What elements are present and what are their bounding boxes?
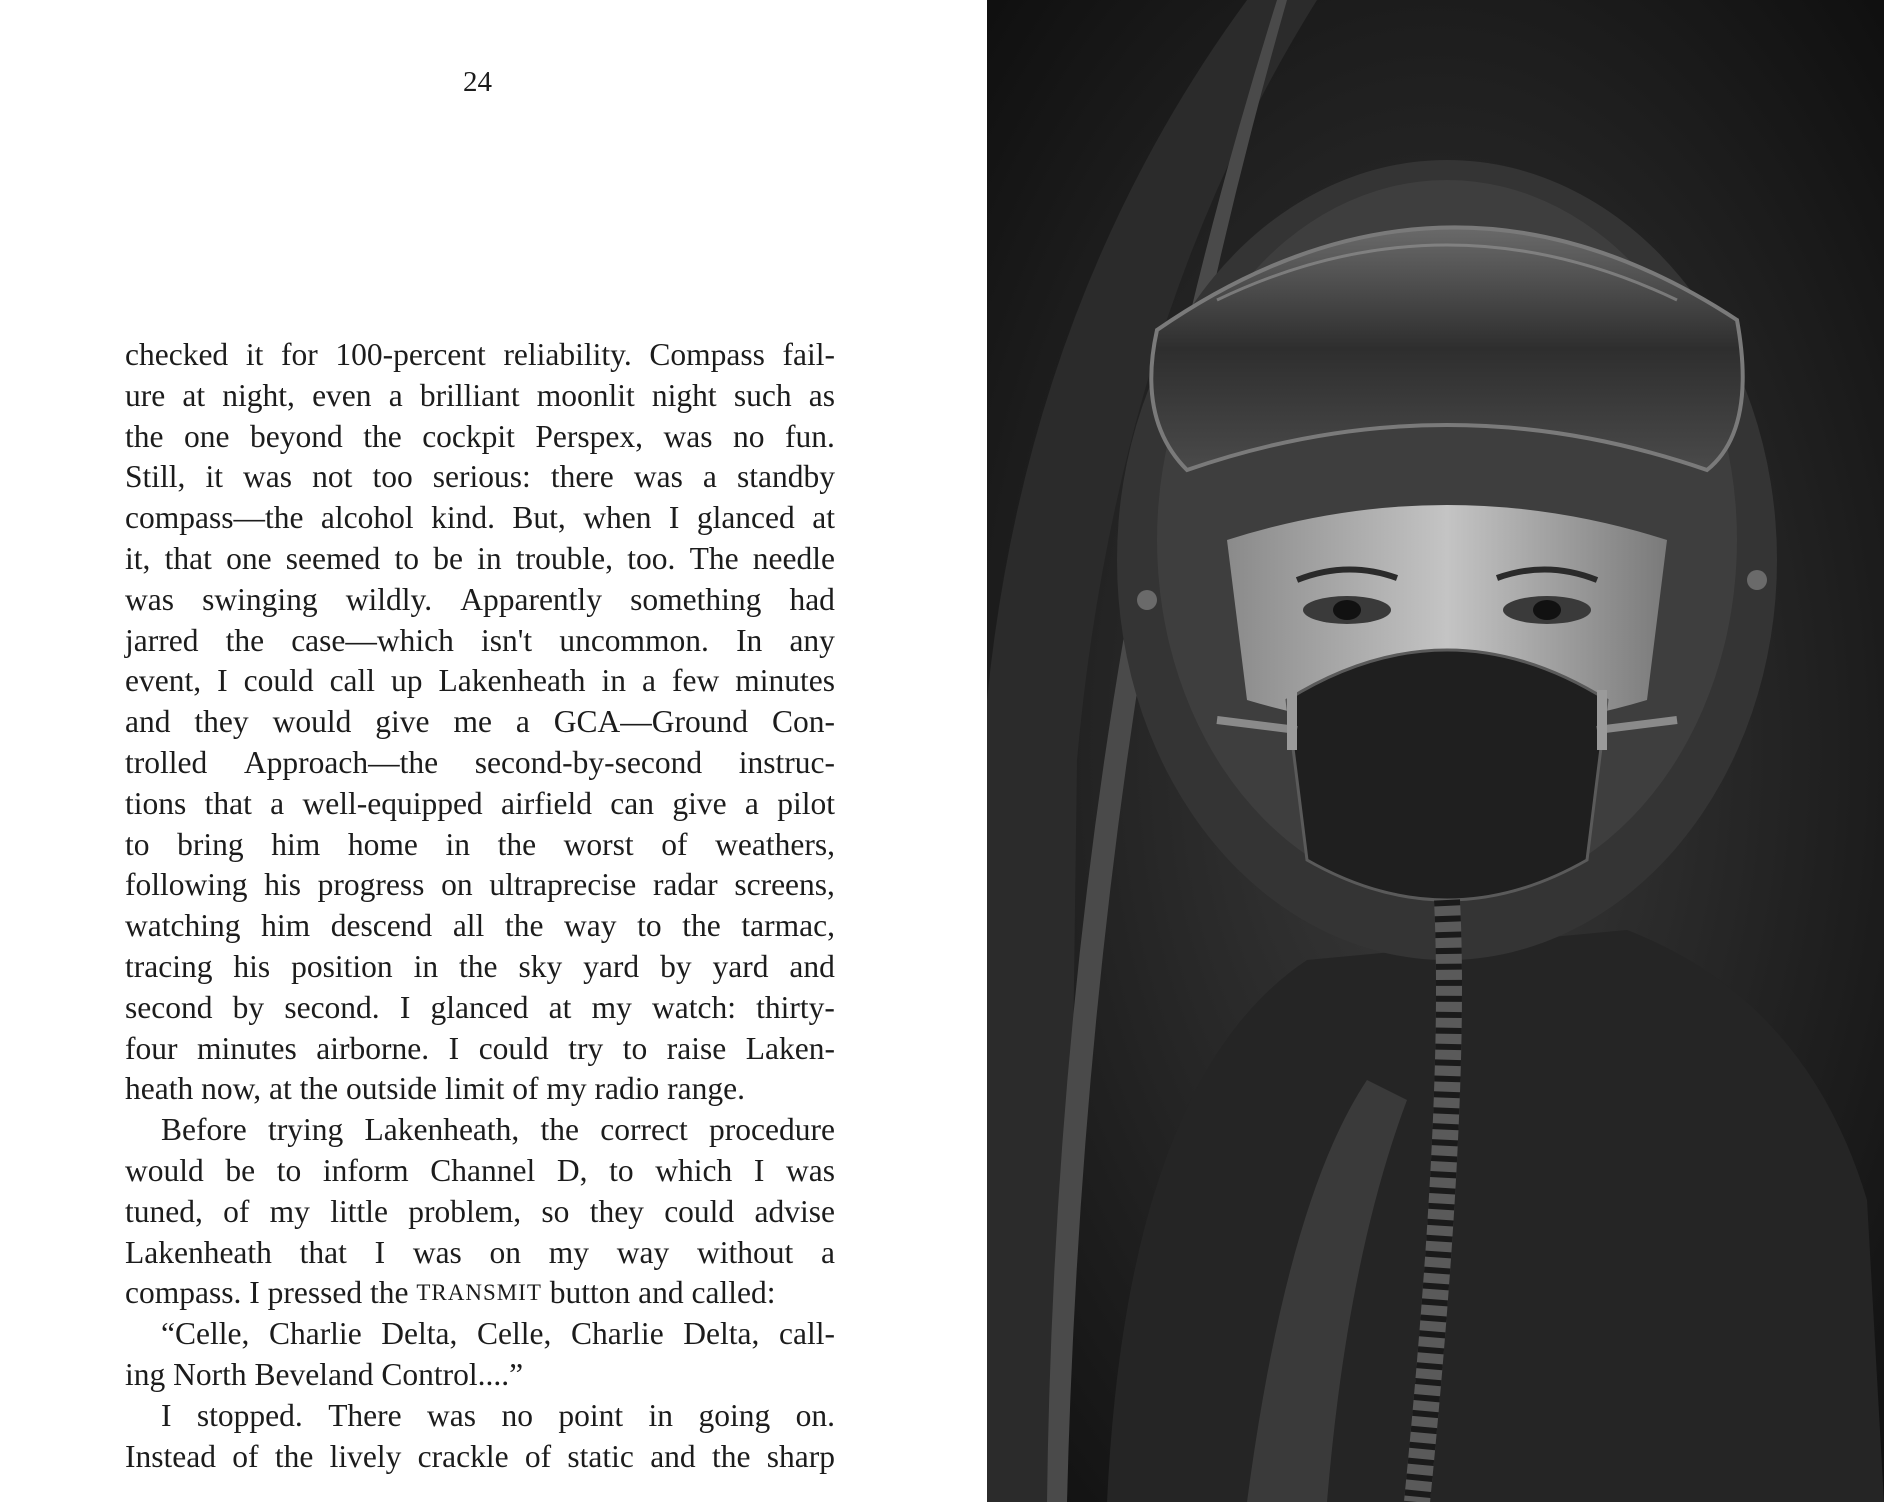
- word: static: [567, 1438, 634, 1474]
- word: the: [274, 1438, 314, 1474]
- word: on.: [795, 1397, 835, 1433]
- word: second: [125, 989, 213, 1025]
- word: a: [702, 459, 717, 495]
- word: even: [312, 377, 372, 413]
- word: checked: [125, 337, 229, 372]
- text-line: [125, 1151, 835, 1192]
- word: the: [459, 948, 498, 984]
- word: by: [232, 989, 265, 1025]
- word: In: [736, 622, 763, 658]
- word: moonlit: [536, 377, 635, 413]
- word: tions: [125, 785, 187, 821]
- word: range.: [667, 1071, 745, 1107]
- word: the: [225, 622, 265, 658]
- text-line: [125, 906, 835, 947]
- word: Lakenheath: [125, 1234, 272, 1270]
- word: the: [540, 1112, 580, 1148]
- word: isn't: [481, 622, 533, 658]
- word: call-: [778, 1316, 835, 1352]
- word: few: [671, 663, 720, 699]
- word: all: [452, 908, 485, 944]
- word: Beveland: [254, 1356, 374, 1392]
- word: trouble,: [515, 540, 613, 576]
- word: compass—the: [125, 500, 304, 536]
- word: a: [388, 377, 403, 413]
- word: TRANSMIT: [416, 1280, 542, 1306]
- word: his: [233, 948, 271, 984]
- word: event,: [125, 663, 202, 699]
- word: on: [441, 867, 473, 903]
- word: of: [524, 1438, 552, 1474]
- word: my: [548, 1234, 590, 1270]
- word: there: [550, 459, 614, 495]
- word: they: [589, 1193, 644, 1229]
- word: my: [269, 1193, 310, 1229]
- word: But,: [512, 500, 566, 536]
- word: heath: [125, 1071, 194, 1107]
- word: lively: [329, 1438, 402, 1474]
- word: tracing: [125, 948, 213, 984]
- helmet-rivet: [1137, 590, 1157, 610]
- word: radio: [594, 1071, 660, 1107]
- word: I: [217, 663, 228, 699]
- word: advise: [754, 1193, 835, 1229]
- word: standby: [736, 459, 835, 495]
- word: Delta,: [381, 1316, 458, 1352]
- word: and: [125, 704, 171, 740]
- word: give: [375, 704, 430, 740]
- word: and: [789, 948, 835, 984]
- word: ultraprecise: [489, 867, 637, 903]
- word: was: [427, 1397, 477, 1433]
- word: one: [226, 540, 272, 576]
- word: night: [651, 377, 717, 413]
- text-line: [125, 1355, 835, 1396]
- word: too.: [627, 540, 676, 576]
- word: a: [820, 1234, 835, 1270]
- word: of: [512, 1071, 539, 1107]
- word: tuned,: [125, 1193, 203, 1229]
- word: a: [270, 785, 285, 821]
- text-line: [125, 335, 835, 376]
- word: Charlie: [570, 1316, 664, 1352]
- word: I: [161, 1397, 172, 1433]
- word: way: [564, 908, 617, 944]
- word: when: [583, 500, 652, 536]
- word: following: [125, 867, 248, 903]
- word: reliability.: [503, 337, 632, 372]
- word: any: [789, 622, 835, 658]
- word: which: [655, 1152, 733, 1188]
- word: in: [413, 948, 439, 984]
- word: such: [733, 377, 792, 413]
- word: point: [558, 1397, 624, 1433]
- word: bring: [177, 826, 244, 862]
- word: minutes: [735, 663, 835, 699]
- word: a: [641, 663, 656, 699]
- word: seemed: [285, 540, 381, 576]
- word: I: [668, 500, 680, 536]
- word: one: [183, 418, 230, 454]
- word: too: [372, 459, 413, 495]
- word: brilliant: [419, 377, 520, 413]
- word: be: [433, 540, 463, 576]
- word: it: [205, 459, 223, 495]
- word: problem,: [408, 1193, 522, 1229]
- word: was: [125, 581, 174, 617]
- mask-clip-left: [1287, 690, 1297, 750]
- word: limit: [444, 1071, 505, 1107]
- word: night,: [222, 377, 295, 413]
- word: on: [489, 1234, 522, 1270]
- word: inform: [322, 1152, 409, 1188]
- word: to: [609, 1152, 634, 1188]
- right-pupil: [1533, 600, 1561, 620]
- word: serious:: [432, 459, 531, 495]
- word: Delta,: [683, 1316, 760, 1352]
- word: four: [125, 1030, 178, 1066]
- word: the: [504, 908, 544, 944]
- word: glanced: [430, 989, 529, 1025]
- word: in: [601, 663, 626, 699]
- word: at: [548, 989, 572, 1025]
- word: called:: [691, 1275, 776, 1311]
- word: I: [374, 1234, 386, 1270]
- word: no: [733, 418, 765, 454]
- word: descend: [330, 908, 433, 944]
- word: it,: [125, 540, 151, 576]
- word: trolled: [125, 744, 208, 780]
- text-line: [125, 539, 835, 580]
- illustration-panel: [987, 0, 1884, 1502]
- word: 100-percent: [335, 337, 486, 372]
- word: position: [291, 948, 393, 984]
- word: worst: [563, 826, 634, 862]
- word: instruc-: [738, 744, 835, 780]
- word: Still,: [125, 459, 186, 495]
- word: correct: [600, 1112, 688, 1148]
- text-line: [125, 825, 835, 866]
- word: tarmac,: [741, 908, 835, 944]
- word: up: [391, 663, 423, 699]
- word: was: [663, 418, 713, 454]
- word: alcohol: [320, 500, 414, 536]
- word: There: [328, 1397, 402, 1433]
- word: the: [682, 908, 721, 944]
- word: at: [812, 500, 835, 536]
- text-line: [125, 865, 835, 906]
- word: needle: [752, 540, 835, 576]
- word: could: [664, 1193, 735, 1229]
- word: to: [276, 1152, 302, 1188]
- word: him: [271, 826, 321, 862]
- word: to: [622, 1030, 648, 1066]
- text-line: [125, 457, 835, 498]
- word: “Celle,: [161, 1316, 250, 1352]
- word: that: [204, 785, 252, 821]
- word: airborne.: [316, 1030, 430, 1066]
- text-line: [125, 417, 835, 458]
- word: raise: [666, 1030, 727, 1066]
- word: I: [448, 1030, 460, 1066]
- word: well-equipped: [302, 785, 483, 821]
- text-line: [125, 1069, 835, 1110]
- word: the: [711, 1438, 751, 1474]
- word: him: [261, 908, 311, 944]
- word: wildly.: [345, 581, 433, 617]
- text-line: [125, 784, 835, 825]
- word: D,: [556, 1152, 588, 1188]
- word: crackle: [417, 1438, 509, 1474]
- word: in: [648, 1397, 674, 1433]
- word: without: [696, 1234, 794, 1270]
- word: Approach—the: [243, 744, 439, 780]
- word: the: [363, 418, 402, 454]
- word: trying: [267, 1112, 344, 1148]
- word: Control....”: [381, 1356, 524, 1392]
- word: screens,: [734, 867, 835, 903]
- word: a: [515, 704, 530, 740]
- word: weathers,: [715, 826, 835, 862]
- word: outside: [346, 1071, 438, 1107]
- word: was: [633, 459, 683, 495]
- word: would: [125, 1152, 204, 1188]
- text-line: [125, 1029, 835, 1070]
- word: to: [394, 540, 419, 576]
- text-line: [125, 1273, 835, 1314]
- pilot-illustration: [987, 0, 1884, 1502]
- word: Con-: [771, 704, 835, 740]
- word: was: [243, 459, 293, 495]
- text-line: [125, 661, 835, 702]
- word: so: [541, 1193, 570, 1229]
- word: uncommon.: [559, 622, 709, 658]
- word: his: [264, 867, 301, 903]
- word: progress: [317, 867, 425, 903]
- word: Apparently: [460, 581, 602, 617]
- word: to: [125, 826, 150, 862]
- word: yard: [583, 948, 640, 984]
- text-line: [125, 988, 835, 1029]
- helmet-rivet: [1747, 570, 1767, 590]
- text-line: [125, 580, 835, 621]
- text-line: [125, 1314, 835, 1355]
- text-line: [125, 621, 835, 662]
- word: the: [497, 826, 537, 862]
- word: in: [445, 826, 470, 862]
- word: button: [549, 1275, 631, 1311]
- word: could: [243, 663, 314, 699]
- word: not: [312, 459, 353, 495]
- word: fail-: [782, 337, 835, 372]
- word: Compass: [649, 337, 765, 372]
- word: by: [660, 948, 692, 984]
- word: little: [330, 1193, 388, 1229]
- word: minutes: [197, 1030, 297, 1066]
- word: be: [225, 1152, 256, 1188]
- text-line: [125, 1396, 835, 1437]
- word: sharp: [766, 1438, 835, 1474]
- word: Perspex,: [535, 418, 644, 454]
- word: had: [789, 581, 835, 617]
- word: would: [272, 704, 352, 740]
- word: of: [661, 826, 688, 862]
- word: that: [164, 540, 212, 576]
- word: they: [194, 704, 249, 740]
- word: North: [173, 1356, 247, 1392]
- word: kind.: [431, 500, 495, 536]
- word: could: [478, 1030, 549, 1066]
- word: it: [245, 337, 264, 372]
- word: my: [591, 989, 632, 1025]
- word: home: [347, 826, 418, 862]
- word: a: [744, 785, 759, 821]
- word: for: [280, 337, 318, 372]
- text-line: [125, 498, 835, 539]
- word: Charlie: [268, 1316, 362, 1352]
- word: going: [698, 1397, 771, 1433]
- word: GCA—Ground: [553, 704, 749, 740]
- word: beyond: [249, 418, 343, 454]
- word: Channel: [430, 1152, 536, 1188]
- word: can: [610, 785, 654, 821]
- word: the: [299, 1071, 339, 1107]
- word: of: [232, 1438, 259, 1474]
- word: I: [753, 1152, 765, 1188]
- word: Before: [161, 1112, 247, 1148]
- word: yard: [712, 948, 769, 984]
- word: airfield: [501, 785, 592, 821]
- word: that: [299, 1234, 347, 1270]
- word: no: [501, 1397, 533, 1433]
- word: pilot: [777, 785, 835, 821]
- word: Instead: [125, 1438, 216, 1474]
- word: fun.: [785, 418, 835, 454]
- word: was: [412, 1234, 462, 1270]
- word: jarred: [125, 622, 199, 658]
- word: something: [630, 581, 762, 617]
- word: second-by-second: [474, 744, 703, 780]
- word: I: [249, 1275, 260, 1311]
- text-line: [125, 376, 835, 417]
- word: at: [182, 377, 206, 413]
- word: my: [546, 1071, 587, 1107]
- body-text: [125, 335, 835, 1477]
- word: try: [568, 1030, 604, 1066]
- word: thirty-: [756, 989, 835, 1025]
- text-line: [125, 702, 835, 743]
- text-line: [125, 1437, 835, 1478]
- word: ure: [125, 377, 166, 413]
- word: I: [399, 989, 411, 1025]
- oxygen-mask: [1287, 650, 1607, 900]
- word: pressed: [267, 1275, 363, 1311]
- word: Celle,: [476, 1316, 552, 1352]
- word: The: [689, 540, 739, 576]
- word: as: [808, 377, 835, 413]
- word: cockpit: [422, 418, 515, 454]
- word: and: [650, 1438, 696, 1474]
- word: sky: [518, 948, 563, 984]
- text-line: [125, 1110, 835, 1151]
- word: second.: [284, 989, 380, 1025]
- word: of: [223, 1193, 250, 1229]
- word: was: [785, 1152, 835, 1188]
- word: watching: [125, 908, 241, 944]
- word: the: [125, 418, 164, 454]
- text-line: [125, 1192, 835, 1233]
- word: stopped.: [196, 1397, 303, 1433]
- word: glanced: [696, 500, 795, 536]
- word: swinging: [202, 581, 318, 617]
- page-number: 24: [463, 66, 492, 98]
- word: the: [369, 1275, 409, 1311]
- text-line: [125, 947, 835, 988]
- text-line: [125, 743, 835, 784]
- left-pupil: [1333, 600, 1361, 620]
- word: case—which: [291, 622, 454, 658]
- mask-clip-right: [1597, 690, 1607, 750]
- word: procedure: [709, 1112, 835, 1148]
- word: compass.: [125, 1275, 242, 1311]
- word: Lakenheath,: [364, 1112, 520, 1148]
- word: call: [329, 663, 376, 699]
- word: me: [453, 704, 492, 740]
- word: give: [672, 785, 727, 821]
- word: to: [637, 908, 662, 944]
- word: radar: [652, 867, 718, 903]
- word: Lakenheath: [438, 663, 586, 699]
- word: at: [269, 1071, 292, 1107]
- word: watch:: [652, 989, 736, 1025]
- word: in: [477, 540, 502, 576]
- word: ing: [125, 1356, 166, 1392]
- word: now,: [201, 1071, 262, 1107]
- text-line: [125, 1233, 835, 1274]
- word: and: [638, 1275, 684, 1311]
- word: Laken-: [745, 1030, 835, 1066]
- word: way: [616, 1234, 670, 1270]
